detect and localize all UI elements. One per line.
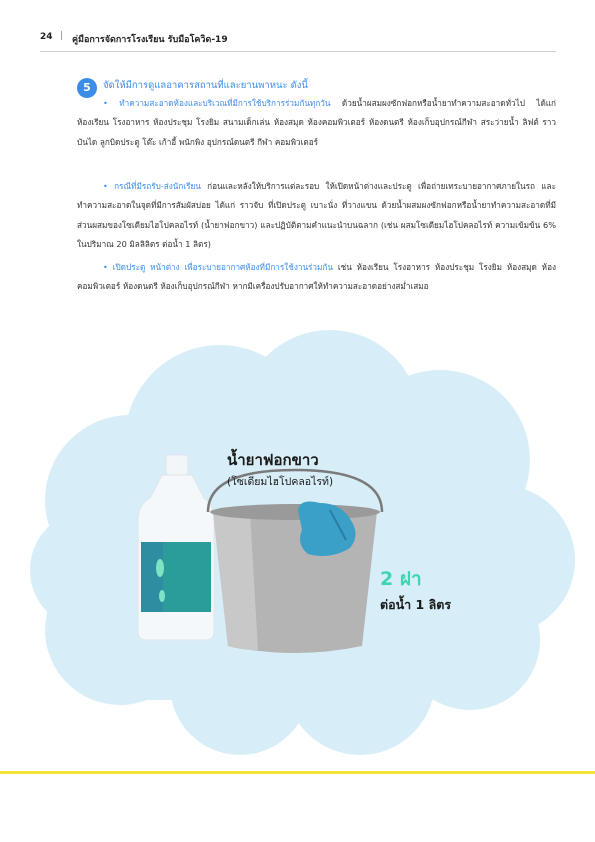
page-number: 24 bbox=[40, 32, 53, 42]
section-heading: จัดให้มีการดูแลอาคารสถานที่และยานพาหนะ ดังนี้ bbox=[103, 80, 308, 91]
header-title: คู่มือการจัดการโรงเรียน รับมือโควิด-19 bbox=[72, 35, 228, 45]
header-separator: | bbox=[60, 31, 64, 41]
dose-amount: 2 ฝา bbox=[380, 568, 422, 590]
item-text: ด้วยน้ำผสมผงซักฟอกหรือน้ำยาทำความสะอาดทั่วไป ได้แก่ ห้องเรียน โรงอาหาร ห้องประชุม โรงยิม สนามเด็กเล่น ห้องสมุด ห้องคอมพิวเตอร์ ห้องดนตรี ห้องเก็บอุปกรณ์กีฬา สระว่ายน้ำ ลิฟต์ ราวบันได ลูกบิดประตู โต๊ะ เก้าอี้ พนักพิง อุปกรณ์ดนตรี กีฬา คอมพิวเตอร์ bbox=[77, 98, 556, 147]
footer-divider bbox=[0, 771, 595, 774]
product-chemical-name: (โซเดียมไฮโปคลอไรท์) bbox=[227, 476, 334, 488]
item-text: ก่อนและหลังให้บริการแต่ละรอบ ให้เปิดหน้าต่างและประตู เพื่อถ่ายเทระบายอากาศภายในรถ และทำความสะอาดในจุดที่มีการสัมผัสบ่อย ได้แก่ ราวจับ ที่เปิดประตู เบาะนั่ง ที่วางแขน ด้วยน้ำผสมผงซักฟอกหรือน้ำยาทำความสะอาดที่มีส่วนผสมของโซเดียมไฮโปคลอไรท์ (น้ำยาฟอกขาว) และปฏิบัติตามคำแนะนำบนฉลาก (เช่น ผสมโซเดียมไฮโปคลอไรท์ ความเข้มข้น 6% ในปริมาณ 20 มิลลิลิตร ต่อน้ำ 1 ลิตร) bbox=[77, 181, 556, 249]
section-number-badge: 5 bbox=[77, 78, 97, 98]
item-text: เช่น ห้องเรียน โรงอาหาร ห้องประชุม โรงยิม ห้องสมุด ห้องคอมพิวเตอร์ ห้องดนตรี ห้องเก็บอุปกรณ์กีฬา หากมีเครื่องปรับอากาศให้ทำความสะอาดอย่างสม่ำเสมอ bbox=[77, 262, 556, 292]
product-name: น้ำยาฟอกขาว bbox=[227, 451, 319, 469]
item-highlight: • ทำความสะอาดห้องและบริเวณที่มีการใช้บริการร่วมกันทุกวัน bbox=[103, 98, 331, 108]
item-highlight: • กรณีที่มีรถรับ-ส่งนักเรียน bbox=[103, 181, 201, 191]
dose-unit: ต่อน้ำ 1 ลิตร bbox=[380, 597, 452, 612]
item-highlight: • เปิดประตู หน้าต่าง เพื่อระบายอากาศห้องที่มีการใช้งานร่วมกัน bbox=[103, 262, 333, 272]
